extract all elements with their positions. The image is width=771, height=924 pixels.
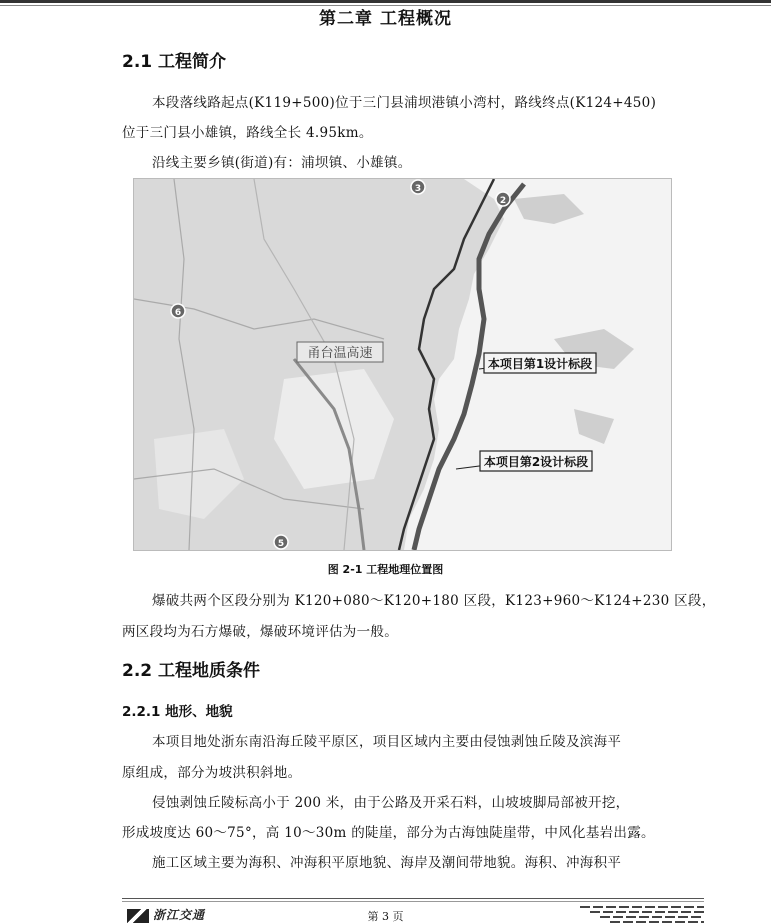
geology-paragraph-1-line-2: 原组成，部分为坡洪积斜地。 bbox=[122, 765, 302, 781]
geology-paragraph-1-line-1: 本项目地处浙东南沿海丘陵平原区，项目区域内主要由侵蚀剥蚀丘陵及滨海平 bbox=[152, 734, 622, 750]
map-marker-label: 2 bbox=[499, 196, 507, 206]
geology-paragraph-3-line-1: 施工区域主要为海积、冲海积平原地貌、海岸及潮间带地貌。海积、冲海积平 bbox=[152, 855, 622, 871]
footer-rule-thin bbox=[122, 901, 704, 902]
figure-caption: 图 2-1 工程地理位置图 bbox=[327, 563, 444, 576]
footer-logo-text: 浙江交通 bbox=[153, 908, 206, 922]
map-marker-label: 3 bbox=[414, 184, 422, 194]
plain-area bbox=[274, 369, 394, 489]
section-2-1-heading: 2.1 工程简介 bbox=[122, 52, 227, 72]
location-map-graphic bbox=[134, 179, 671, 550]
section-2-2-heading: 2.2 工程地质条件 bbox=[122, 661, 261, 681]
location-map bbox=[133, 178, 672, 551]
chapter-title: 第二章 工程概况 bbox=[319, 9, 452, 29]
blast-paragraph-line-1: 爆破共两个区段分别为 K120+080～K120+180 区段，K123+960～K124+230 区段， bbox=[152, 593, 716, 609]
map-marker-label: 5 bbox=[277, 539, 285, 549]
map-marker bbox=[274, 535, 288, 549]
geology-paragraph-2-line-2: 形成坡度达 60～75°，高 10～30m 的陡崖，部分为古海蚀陡崖带，中风化基岩出露。 bbox=[122, 825, 655, 841]
header-rule bbox=[0, 0, 771, 3]
page-number: 第 3 页 bbox=[367, 910, 404, 923]
minor-road bbox=[254, 179, 354, 550]
minor-road bbox=[134, 299, 384, 339]
section-1-label: 本项目第1设计标段 bbox=[487, 357, 593, 371]
section-2-label: 本项目第2设计标段 bbox=[483, 455, 589, 469]
footer-rule bbox=[122, 898, 704, 899]
section-2-1-paragraph-1-line-1: 本段落线路起点(K119+500)位于三门县浦坝港镇小湾村，路线终点(K124+450) bbox=[152, 95, 657, 111]
geology-paragraph-2-line-1: 侵蚀剥蚀丘陵标高小于 200 米，由于公路及开采石料，山坡坡脚局部被开挖， bbox=[152, 795, 630, 811]
section-2-1-paragraph-2: 沿线主要乡镇(街道)有：浦坝镇、小雄镇。 bbox=[152, 155, 412, 171]
map-marker bbox=[496, 192, 510, 206]
map-marker bbox=[411, 180, 425, 194]
map-marker bbox=[171, 304, 185, 318]
section-2-1-paragraph-1-line-2: 位于三门县小雄镇，路线全长 4.95km。 bbox=[122, 125, 373, 141]
footer-decoration bbox=[580, 904, 704, 923]
plain-area bbox=[154, 429, 244, 519]
blast-paragraph-line-2: 两区段均为石方爆破，爆破环境评估为一般。 bbox=[122, 624, 398, 640]
map-marker-label: 6 bbox=[174, 308, 182, 318]
highway-label: 甬台温高速 bbox=[307, 346, 373, 361]
section-2-2-1-heading: 2.2.1 地形、地貌 bbox=[122, 704, 233, 720]
